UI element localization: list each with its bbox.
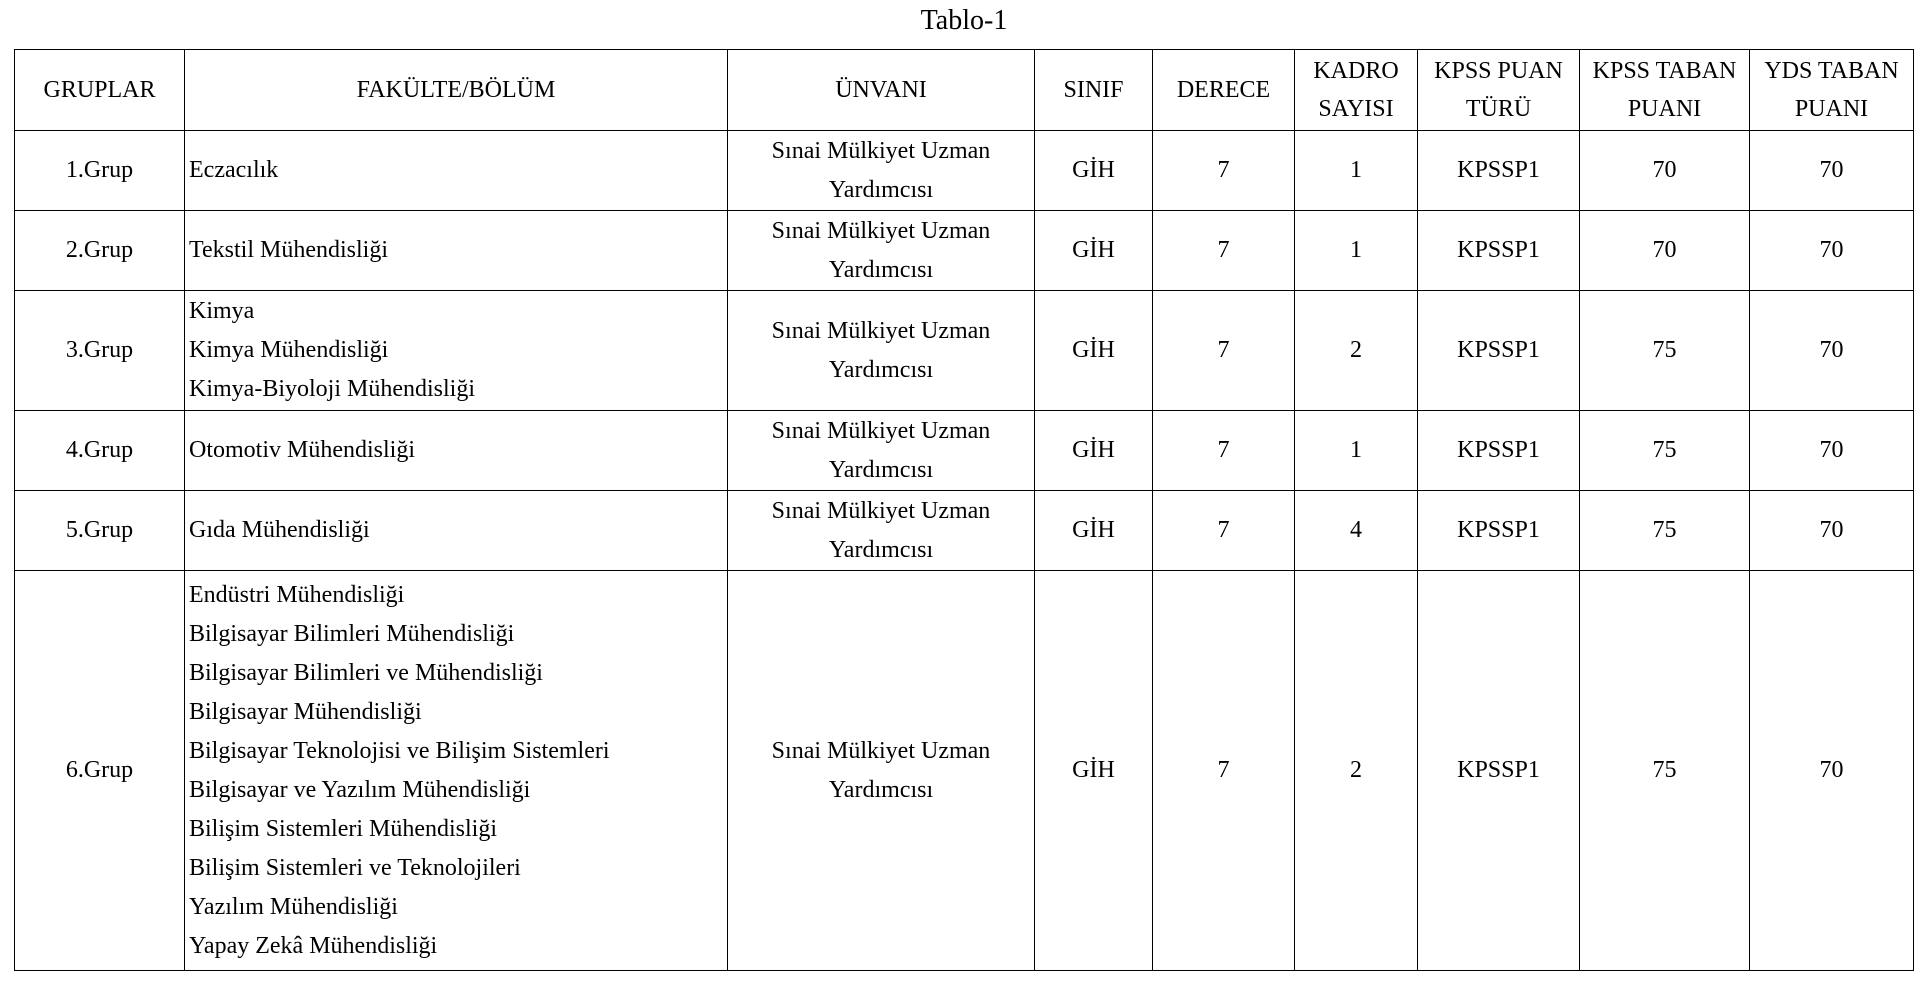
header-gruplar: GRUPLAR [15,50,185,131]
table-row [15,571,1914,971]
fakulte-item: Kimya [189,298,255,324]
cell-derece: 7 [1153,131,1295,211]
cell-yds-taban: 70 [1750,571,1914,971]
cell-fakulte [185,131,728,211]
fakulte-item: Yapay Zekâ Mühendisliği [189,932,438,959]
header-derece: DERECE [1153,50,1295,131]
cell-yds-taban: 70 [1750,131,1914,211]
unvan-line1: Sınai Mülkiyet Uzman [771,317,991,344]
cell-derece: 7 [1153,411,1295,491]
fakulte-item: Bilgisayar Bilimleri Mühendisliği [189,620,515,647]
fakulte-item: Gıda Mühendisliği [189,517,370,543]
cell-fakulte [185,491,728,571]
unvan-line2: Yardımcısı [828,456,934,483]
header-kadro-line2: SAYISI [1318,96,1394,122]
fakulte-item: Tekstil Mühendisliği [189,237,388,263]
fakulte-item: Eczacılık [189,157,279,183]
cell-yds-taban: 70 [1750,291,1914,411]
cell-yds-taban: 70 [1750,411,1914,491]
cell-kadro: 2 [1295,571,1418,971]
cell-kpss-taban: 75 [1580,411,1750,491]
unvan-line2: Yardımcısı [828,176,934,203]
cell-grup: 4.Grup [15,411,185,491]
unvan-line2: Yardımcısı [828,776,934,803]
header-kpss-puan-line1: KPSS PUAN [1434,58,1563,84]
cell-kpss-tur: KPSSP1 [1418,291,1580,411]
unvan-line2: Yardımcısı [828,536,934,563]
header-kadro-sayisi [1295,50,1418,131]
cell-kadro: 1 [1295,211,1418,291]
header-kpss-taban-line2: PUANI [1627,96,1702,122]
cell-unvan [728,491,1035,571]
unvan-line2: Yardımcısı [828,356,934,383]
cell-sinif: GİH [1035,131,1153,211]
unvan-line2: Yardımcısı [828,256,934,283]
table-row [15,291,1914,411]
cell-sinif: GİH [1035,291,1153,411]
cell-kpss-tur: KPSSP1 [1418,411,1580,491]
cell-grup: 6.Grup [15,571,185,971]
header-row [15,50,1914,131]
cell-kpss-tur: KPSSP1 [1418,131,1580,211]
cell-kadro: 2 [1295,291,1418,411]
cell-unvan [728,571,1035,971]
cell-kpss-taban: 70 [1580,131,1750,211]
fakulte-item: Bilgisayar ve Yazılım Mühendisliği [189,776,531,803]
cell-sinif: GİH [1035,411,1153,491]
header-kpss-puan-line2: TÜRÜ [1465,96,1532,122]
cell-grup: 3.Grup [15,291,185,411]
unvan-line1: Sınai Mülkiyet Uzman [771,137,991,164]
header-fakulte: FAKÜLTE/BÖLÜM [185,50,728,131]
cell-fakulte [185,411,728,491]
fakulte-item: Endüstri Mühendisliği [189,581,405,608]
cell-kpss-tur: KPSSP1 [1418,491,1580,571]
cell-unvan [728,131,1035,211]
cell-yds-taban: 70 [1750,491,1914,571]
cell-grup: 2.Grup [15,211,185,291]
unvan-line1: Sınai Mülkiyet Uzman [771,417,991,444]
cell-kpss-taban: 75 [1580,571,1750,971]
cell-kadro: 4 [1295,491,1418,571]
cell-kadro: 1 [1295,131,1418,211]
unvan-line1: Sınai Mülkiyet Uzman [771,217,991,244]
fakulte-item: Otomotiv Mühendisliği [189,437,416,463]
header-kpss-taban-line1: KPSS TABAN [1592,58,1737,84]
header-sinif: SINIF [1035,50,1153,131]
fakulte-item: Yazılım Mühendisliği [189,893,398,920]
cell-kpss-tur: KPSSP1 [1418,211,1580,291]
fakulte-item: Kimya Mühendisliği [189,337,389,363]
cell-derece: 7 [1153,211,1295,291]
cell-unvan [728,291,1035,411]
fakulte-item: Bilgisayar Teknolojisi ve Bilişim Sistemleri [189,737,610,764]
cell-sinif: GİH [1035,491,1153,571]
header-yds-taban-puani [1750,50,1914,131]
cell-unvan [728,211,1035,291]
header-yds-taban-line2: PUANI [1794,96,1869,122]
fakulte-item: Kimya-Biyoloji Mühendisliği [189,376,475,402]
cell-yds-taban: 70 [1750,211,1914,291]
cell-kpss-taban: 75 [1580,291,1750,411]
fakulte-item: Bilişim Sistemleri ve Teknolojileri [189,854,521,881]
table-title: Tablo-1 [920,5,1008,36]
cell-kpss-taban: 75 [1580,491,1750,571]
header-kpss-puan-turu [1418,50,1580,131]
cell-sinif: GİH [1035,211,1153,291]
cell-sinif: GİH [1035,571,1153,971]
header-kpss-taban-puani [1580,50,1750,131]
table-row [15,211,1914,291]
table-row [15,411,1914,491]
cell-kadro: 1 [1295,411,1418,491]
cell-derece: 7 [1153,571,1295,971]
header-kadro-line1: KADRO [1313,58,1399,84]
unvan-line1: Sınai Mülkiyet Uzman [771,737,991,764]
cell-kpss-tur: KPSSP1 [1418,571,1580,971]
unvan-line1: Sınai Mülkiyet Uzman [771,497,991,524]
fakulte-item: Bilgisayar Bilimleri ve Mühendisliği [189,659,543,686]
cell-derece: 7 [1153,291,1295,411]
cell-fakulte [185,211,728,291]
cell-fakulte [185,291,728,411]
cell-grup: 5.Grup [15,491,185,571]
table-row [15,491,1914,571]
positions-table [14,49,1914,971]
cell-derece: 7 [1153,491,1295,571]
cell-fakulte [185,571,728,971]
header-unvani: ÜNVANI [728,50,1035,131]
cell-grup: 1.Grup [15,131,185,211]
table-row [15,131,1914,211]
fakulte-item: Bilişim Sistemleri Mühendisliği [189,815,498,842]
header-yds-taban-line1: YDS TABAN [1764,58,1899,84]
cell-kpss-taban: 70 [1580,211,1750,291]
fakulte-item: Bilgisayar Mühendisliği [189,698,422,725]
cell-unvan [728,411,1035,491]
